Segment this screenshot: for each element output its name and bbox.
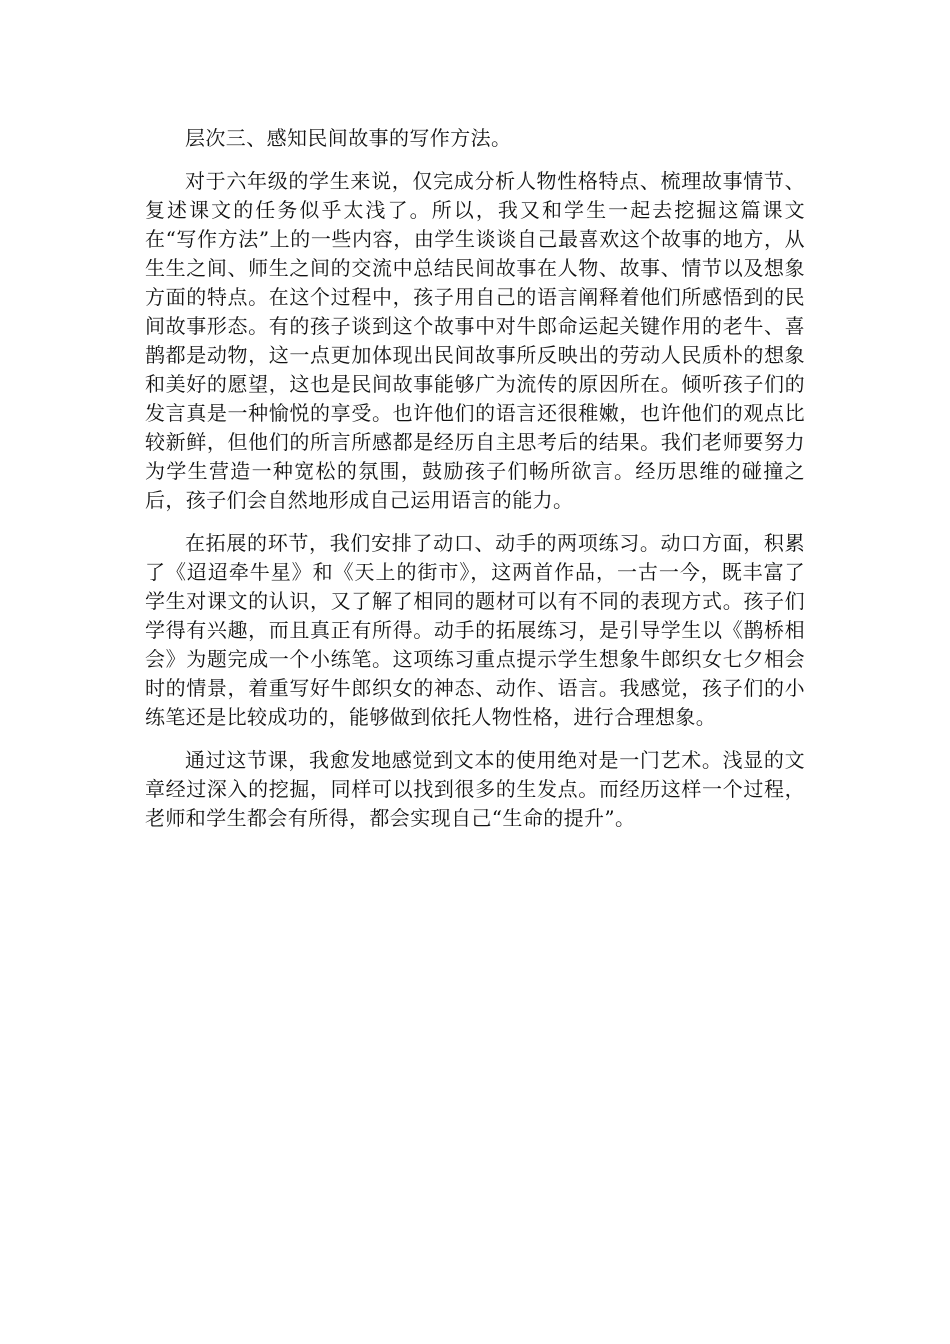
section-heading: 层次三、感知民间故事的写作方法。 bbox=[185, 126, 512, 150]
paragraph-extension-practice: 在拓展的环节，我们安排了动口、动手的两项练习。动口方面，积累了《迢迢牵牛星》和《天上的街市》，这两首作品，一古一今，既丰富了学生对课文的认识，又了解了相同的题材可以有不同的表现方式。孩子们学得有兴趣，而且真正有所得。动手的拓展练习，是引导学生以《鹊桥相会》为题完成一个小练笔。这项练习重点提示学生想象牛郎织女七夕相会时的情景，着重写好牛郎织女的神态、动作、语言。我感觉，孩子们的小练笔还是比较成功的，能够做到依托人物性格，进行合理想象。 bbox=[145, 531, 805, 729]
document-page bbox=[145, 124, 805, 847]
paragraph-conclusion: 通过这节课，我愈发地感觉到文本的使用绝对是一门艺术。浅显的文章经过深入的挖掘，同样可以找到很多的生发点。而经历这样一个过程，老师和学生都会有所得，都会实现自己“生命的提升”。 bbox=[145, 748, 805, 830]
paragraph-writing-method: 对于六年级的学生来说，仅完成分析人物性格特点、梳理故事情节、复述课文的任务似乎太浅了。所以，我又和学生一起去挖掘这篇课文在“写作方法”上的一些内容，由学生谈谈自己最喜欢这个故事的地方，从生生之间、师生之间的交流中总结民间故事在人物、故事、情节以及想象方面的特点。在这个过程中，孩子用自己的语言阐释着他们所感悟到的民间故事形态。有的孩子谈到这个故事中对牛郎命运起关键作用的老牛、喜鹊都是动物，这一点更加体现出民间故事所反映出的劳动人民质朴的想象和美好的愿望，这也是民间故事能够广为流传的原因所在。倾听孩子们的发言真是一种愉悦的享受。也许他们的语言还很稚嫩，也许他们的观点比较新鲜，但他们的所言所感都是经历自主思考后的结果。我们老师要努力为学生营造一种宽松的氛围，鼓励孩子们畅所欲言。经历思维的碰撞之后，孩子们会自然地形成自己运用语言的能力。 bbox=[145, 169, 805, 512]
